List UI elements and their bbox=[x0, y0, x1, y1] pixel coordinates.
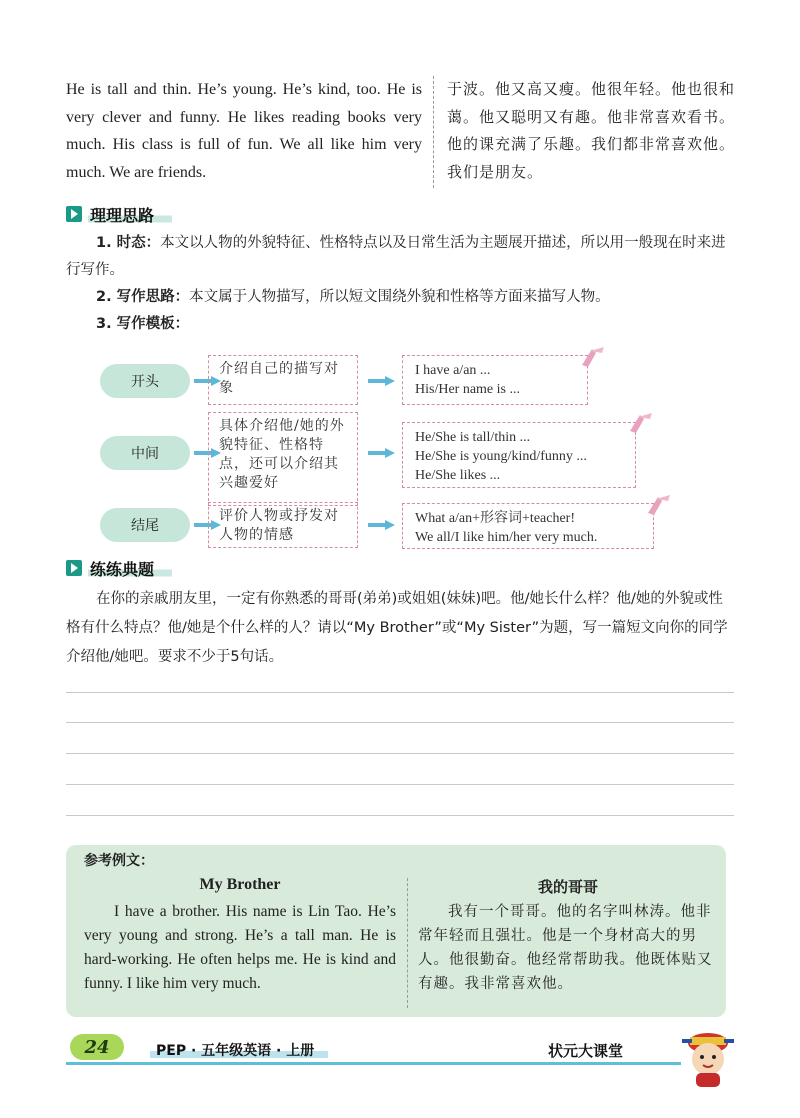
section-title: 练练典题 bbox=[88, 557, 172, 580]
play-arrow-icon bbox=[66, 206, 82, 222]
play-arrow-icon bbox=[66, 560, 82, 576]
reference-divider bbox=[407, 878, 408, 1008]
zh-box-opening: 介绍自己的描写对象 bbox=[208, 355, 358, 405]
writing-idea-text: 本文属于人物描写，所以短文围绕外貌和性格等方面来描写人物。 bbox=[189, 289, 610, 305]
top-passage-english: He is tall and thin. He’s young. He’s kind, too. He is very clever and funny. He likes reading books very much. His class is full of fun. We all like him very much. We are friends. bbox=[66, 81, 422, 181]
writing-line[interactable] bbox=[66, 784, 734, 785]
writing-line[interactable] bbox=[66, 722, 734, 723]
en-line: He/She likes ... bbox=[415, 468, 501, 483]
writing-idea-label: 2. 写作思路： bbox=[96, 289, 190, 305]
top-passage-divider bbox=[433, 76, 434, 188]
top-passage-chinese: 于波。他又高又瘦。他很年轻。他也很和蔼。他又聪明又有趣。他非常喜欢看书。他的课充满了乐趣。我们都非常喜欢他。我们是朋友。 bbox=[447, 80, 736, 181]
en-line: What a/an+形容词+teacher! bbox=[415, 511, 575, 526]
ribbon-icon bbox=[644, 493, 672, 517]
tense-text: 本文以人物的外貌特征、性格特点以及日常生活为主题展开描述，所以用一般现在时来进行写作。 bbox=[66, 235, 726, 278]
writing-line[interactable] bbox=[66, 753, 734, 754]
en-line: He/She is young/kind/funny ... bbox=[415, 449, 587, 464]
ribbon-icon bbox=[626, 411, 654, 435]
zh-box-middle: 具体介绍他/她的外貌特征、性格特点，还可以介绍其兴趣爱好 bbox=[208, 412, 358, 506]
template-label: 3. 写作模板： bbox=[96, 316, 190, 332]
tense-label: 1. 时态： bbox=[96, 235, 161, 251]
en-box-ending bbox=[402, 503, 654, 549]
en-box-opening bbox=[402, 355, 588, 405]
pill-ending: 结尾 bbox=[100, 508, 190, 542]
section-header-practice bbox=[66, 556, 172, 580]
arrow-icon bbox=[368, 520, 396, 530]
book-title: PEP · 五年级英语 · 上册 bbox=[150, 1040, 328, 1060]
reference-title-chinese: 我的哥哥 bbox=[537, 878, 598, 896]
pill-middle: 中间 bbox=[100, 436, 190, 470]
section-title: 理理思路 bbox=[88, 203, 172, 226]
en-line: His/Her name is ... bbox=[415, 382, 520, 397]
writing-line[interactable] bbox=[66, 815, 734, 816]
practice-prompt: 在你的亲戚朋友里，一定有你熟悉的哥哥(弟弟)或姐姐(妹妹)吧。他/她长什么样？他/她的外貌或性格有什么特点？他/她是个什么样的人？请以“My Brother”或“My Sister”为题，写一篇短文向你的同学介绍他/她吧。要求不少于5句话。 bbox=[66, 591, 728, 665]
en-line: We all/I like him/her very much. bbox=[415, 530, 598, 545]
zh-box-ending: 评价人物或抒发对人物的情感 bbox=[208, 502, 358, 548]
mascot-icon bbox=[676, 1025, 740, 1089]
section-header-ideas bbox=[66, 202, 172, 226]
en-line: I have a/an ... bbox=[415, 363, 491, 378]
pill-opening: 开头 bbox=[100, 364, 190, 398]
arrow-icon bbox=[368, 376, 396, 386]
reference-title-english: My Brother bbox=[199, 876, 281, 893]
ribbon-icon bbox=[578, 345, 606, 369]
writing-line[interactable] bbox=[66, 692, 734, 693]
tense-paragraph bbox=[66, 230, 736, 284]
en-line: He/She is tall/thin ... bbox=[415, 430, 531, 445]
arrow-icon bbox=[368, 448, 396, 458]
en-box-middle bbox=[402, 422, 636, 488]
footer-line bbox=[66, 1062, 681, 1065]
writing-idea-paragraph bbox=[66, 284, 736, 311]
brand-name: 状元大课堂 bbox=[548, 1042, 624, 1060]
reference-text-english: I have a brother. His name is Lin Tao. He’s very young and strong. He’s a tall man. He is hard-working. He often helps me. He is kind and funny. I like him very much. bbox=[84, 903, 396, 992]
template-heading bbox=[66, 311, 736, 338]
reference-text-chinese: 我有一个哥哥。他的名字叫林涛。他非常年轻而且强壮。他是一个身材高大的男人。他很勤奋。他经常帮助我。他既体贴又有趣。我非常喜欢他。 bbox=[418, 904, 713, 992]
page-number: 24 bbox=[70, 1034, 124, 1060]
reference-label: 参考例文： bbox=[84, 853, 154, 869]
